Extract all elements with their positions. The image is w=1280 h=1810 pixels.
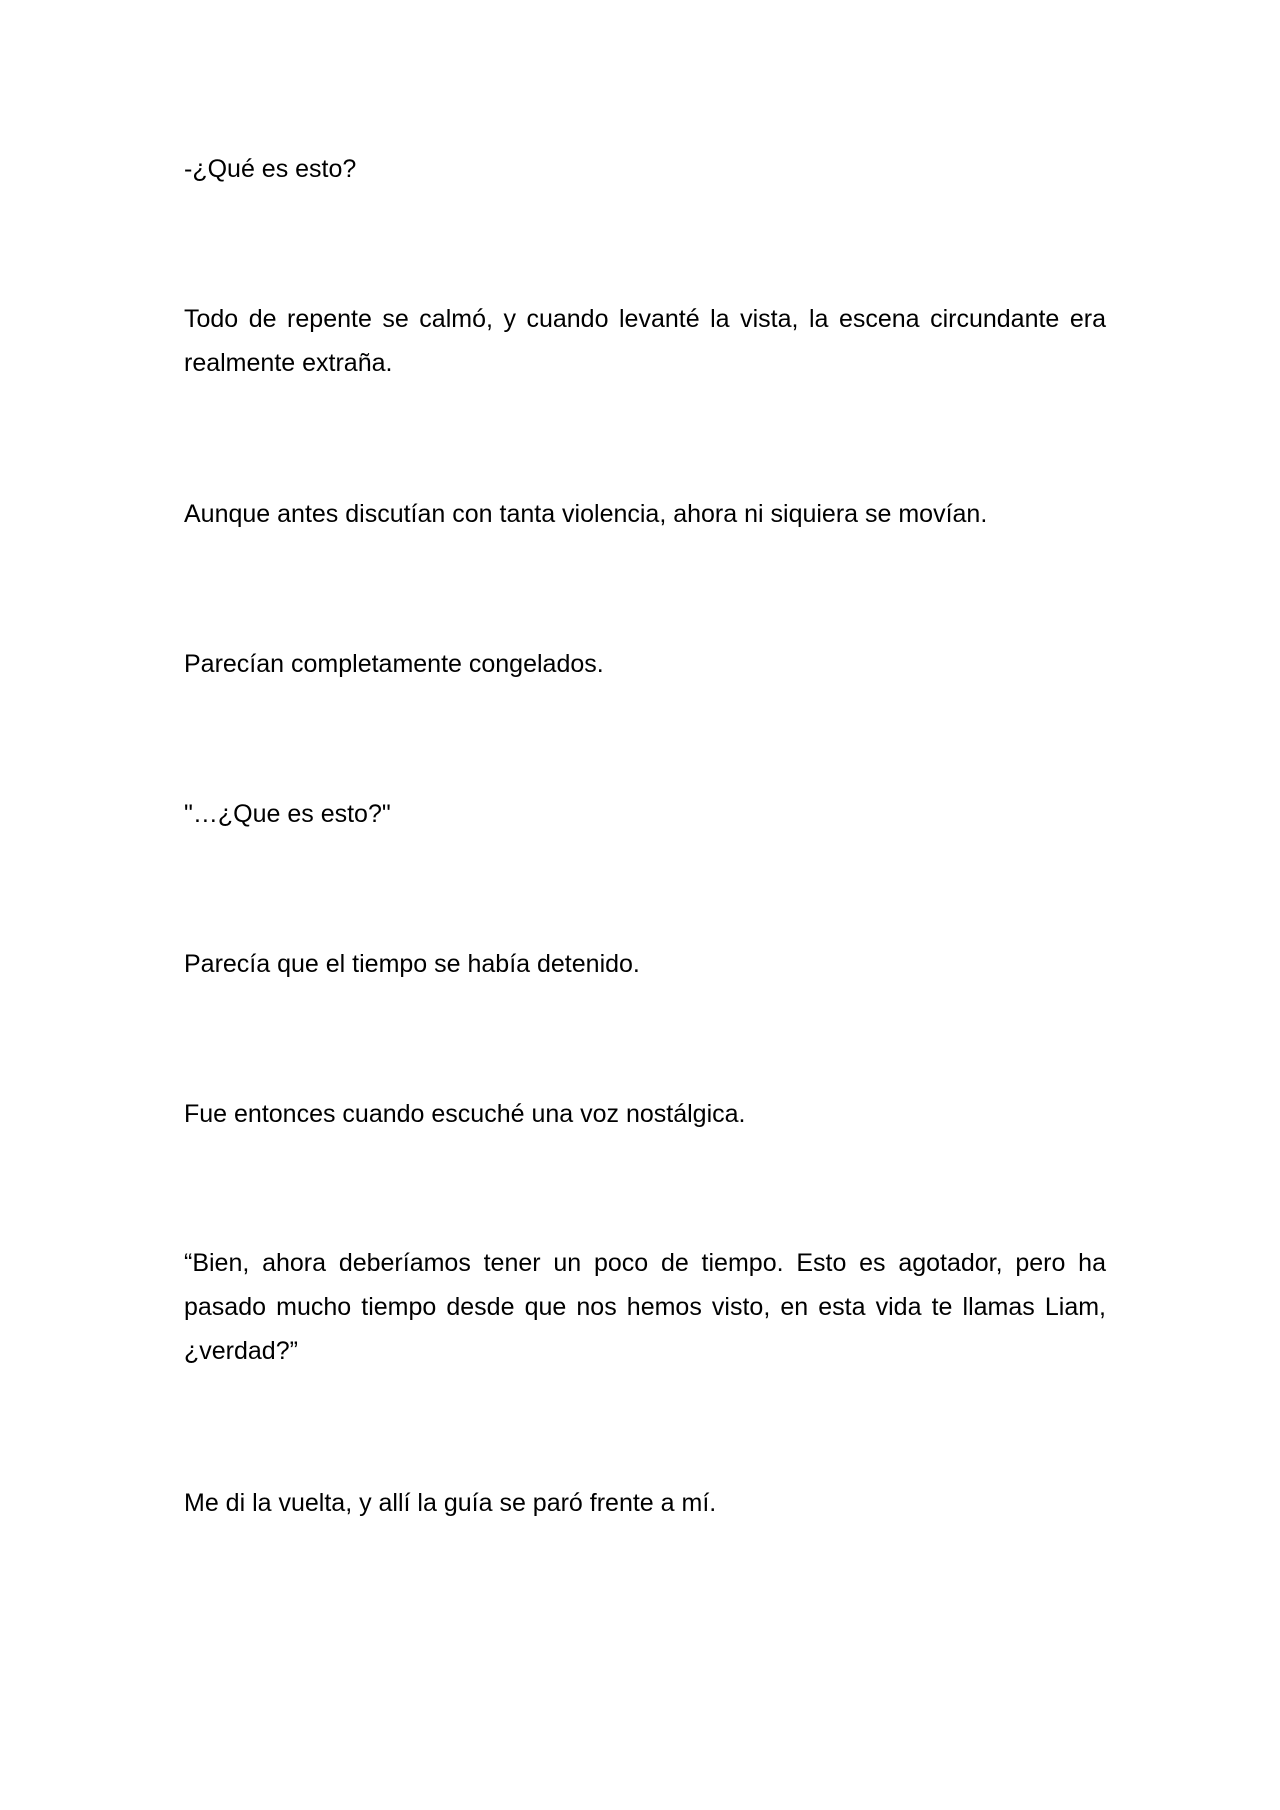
paragraph: Aunque antes discutían con tanta violencia, ahora ni siquiera se movían.	[184, 500, 988, 528]
paragraph: Parecían completamente congelados.	[184, 650, 604, 678]
paragraph: "…¿Que es esto?"	[184, 800, 391, 828]
paragraph: Parecía que el tiempo se había detenido.	[184, 950, 640, 978]
paragraph: Todo de repente se calmó, y cuando levanté la vista, la escena circundante era realmente extraña.	[184, 305, 1106, 377]
paragraph: Fue entonces cuando escuché una voz nostálgica.	[184, 1100, 746, 1128]
paragraph: -¿Qué es esto?	[184, 155, 357, 183]
paragraph: Me di la vuelta, y allí la guía se paró frente a mí.	[184, 1489, 717, 1517]
paragraph: “Bien, ahora deberíamos tener un poco de tiempo. Esto es agotador, pero ha pasado mucho tiempo desde que nos hemos visto, en esta vida te llamas Liam, ¿verdad?”	[184, 1249, 1106, 1365]
